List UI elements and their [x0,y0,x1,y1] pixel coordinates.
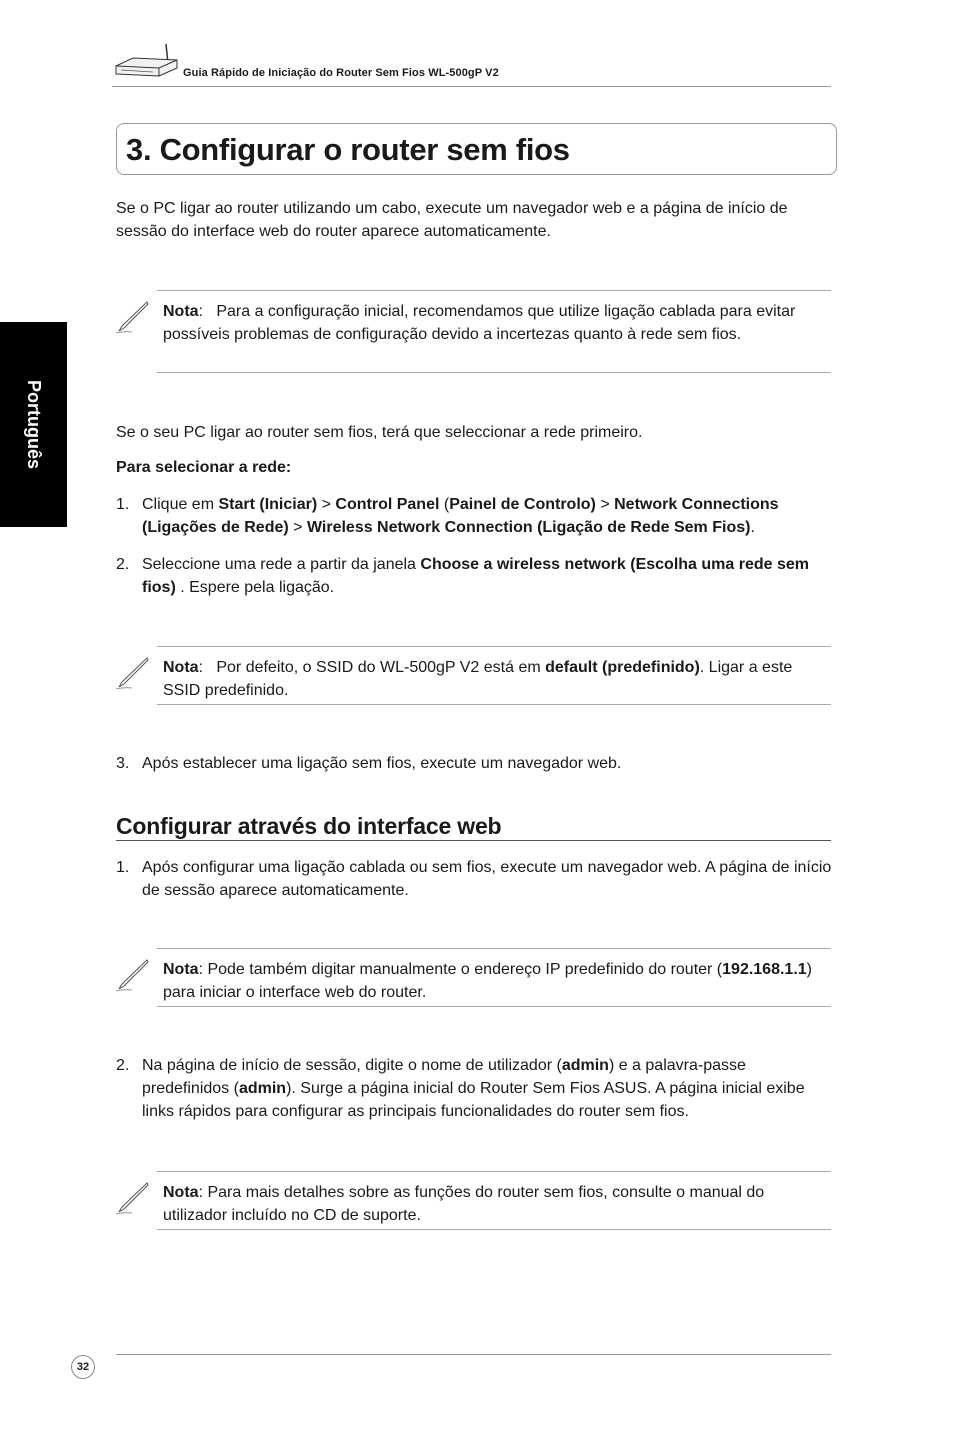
note-rule-bottom [157,704,831,705]
step-text: ( [439,496,450,513]
footer-rule [116,1354,831,1355]
step-bold: admin [238,1080,287,1097]
note-bold: default (predefinido) [545,659,700,676]
note-label: Nota [163,659,199,676]
step-number: 1. [116,859,130,876]
note-text: Para a configuração inicial, recomendamos que utilize ligação cablada para evitar possíveis problemas de configuração devido a incertezas quanto à rede sem fios. [163,303,796,343]
step-bold: Network Connections (Ligações de Rede) [142,496,779,536]
step-number: 3. [116,755,130,772]
header-title: Guia Rápido de Iniciação do Router Sem Fios WL-500gP V2 [183,67,499,79]
web-step-1: Após configurar uma ligação cablada ou sem fios, execute um navegador web. A página de início de sessão aparece automaticamente. [142,859,832,899]
step-text: . Espere pela ligação. [175,579,335,596]
note-1: Nota: Para a configuração inicial, recomendamos que utilize ligação cablada para evitar possíveis problemas de configuração devido a incertezas quanto à rede sem fios. [163,303,796,343]
note-label: Nota [163,961,199,978]
web-step-2 [142,1054,822,1123]
select-network-heading: Para selecionar a rede: [116,459,292,476]
note-2: Nota: Por defeito, o SSID do WL-500gP V2 está em default (predefinido). Ligar a este SSID predefinido. [163,659,793,699]
page-title: 3. Configurar o router sem fios [126,132,570,167]
step-text: > [288,519,307,536]
step-text: > [317,496,336,513]
note-bold: 192.168.1.1 [722,961,807,978]
note-pen-icon [114,656,150,695]
header-rule [112,86,831,87]
note-label: Nota [163,303,199,320]
step-2 [142,553,822,599]
step-1 [142,493,834,539]
language-tab-label-wrap [0,322,67,527]
step-number: 2. [116,1057,130,1074]
note-rule-bottom [157,1006,831,1007]
note-label: Nota [163,1184,199,1201]
note-4 [163,1181,828,1227]
note-text: : Pode também digitar manualmente o endereço IP predefinido do router ( [198,961,723,978]
note-text: : Para mais detalhes sobre as funções do router sem fios, consulte o manual do utilizador incluído no CD de suporte. [163,1184,765,1224]
note-3 [163,958,828,1004]
intro-paragraph: Se o PC ligar ao router utilizando um cabo, execute um navegador web e a página de início de sessão do interface web do router aparece automaticamente. [116,200,788,240]
section-rule [116,840,831,841]
step-bold: Start (Iniciar) [218,496,318,513]
step-text: ). Surge a página inicial do Router Sem Fios ASUS. A página inicial exibe links rápidos para configurar as principais funcionalidades do router sem fios. [142,1080,805,1120]
note-rule-top [157,1171,831,1172]
note-pen-icon [114,1181,150,1220]
note-text: . Ligar a este SSID predefinido. [163,659,793,699]
note-rule-top [157,948,831,949]
step-bold: admin [561,1057,609,1074]
section-heading: Configurar através do interface web [116,813,502,839]
step-number: 2. [116,556,130,573]
step-text: Clique em [142,496,219,513]
step-text: Na página de início de sessão, digite o nome de utilizador ( [142,1057,562,1074]
step-bold: Painel de Controlo) [449,496,596,513]
step-text: ) e a palavra-passe predefinidos ( [142,1057,746,1097]
step-text: > [595,496,615,513]
step-bold: Choose a wireless network (Escolha uma rede sem fios) [142,556,809,596]
page-number: 32 [71,1355,95,1379]
note-pen-icon [114,958,150,997]
step-number: 1. [116,496,130,513]
step-3: Após establecer uma ligação sem fios, execute um navegador web. [142,755,622,772]
router-icon [113,42,179,87]
language-tab-label: Português [24,379,45,470]
note-rule-top [157,290,831,291]
note-text: ) para iniciar o interface web do router. [163,961,812,1001]
step-bold: Control Panel [335,496,440,513]
note-rule-top [157,646,831,647]
note-rule-bottom [157,1229,831,1230]
note-pen-icon [114,300,150,339]
note-text: Por defeito, o SSID do WL-500gP V2 está em [216,659,546,676]
step-text: Seleccione uma rede a partir da janela [142,556,421,573]
wireless-intro: Se o seu PC ligar ao router sem fios, terá que seleccionar a rede primeiro. [116,424,643,441]
note-rule-bottom [157,372,831,373]
step-bold: Wireless Network Connection (Ligação de Rede Sem Fios) [306,519,751,536]
step-text: . [750,519,755,536]
